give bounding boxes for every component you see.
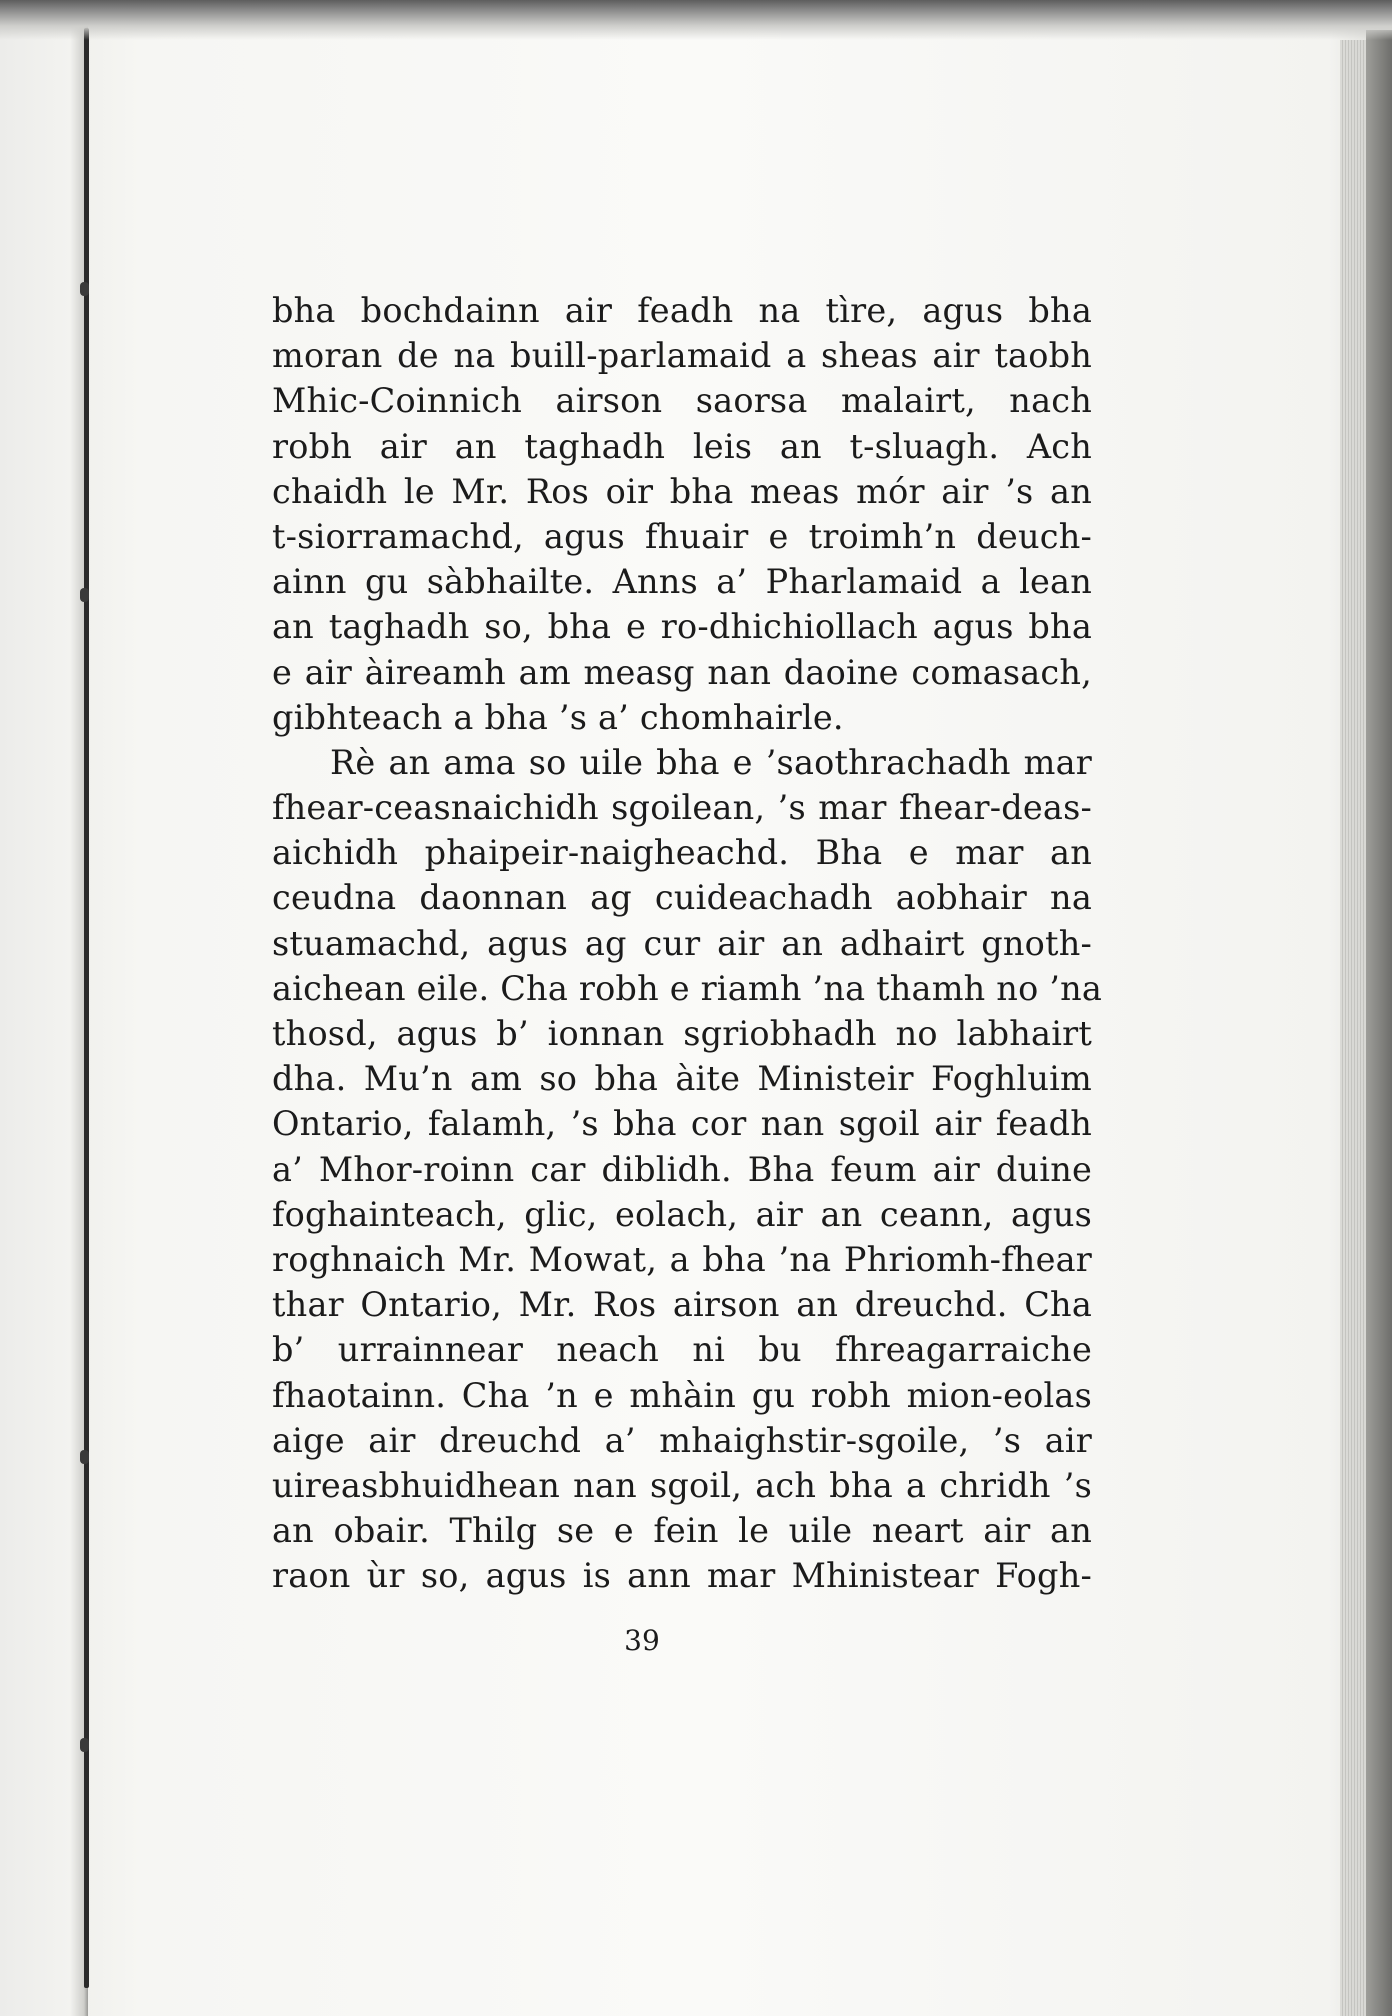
text-line: an obair. Thilg se e fein le uile neart air an [272, 1511, 1092, 1551]
text-line: thar Ontario, Mr. Ros airson an dreuchd. Cha [272, 1285, 1092, 1325]
text-line: robh air an taghadh leis an t-sluagh. Ach [272, 426, 1092, 466]
text-line: aichean eile. Cha robh e riamh ’na thamh no ’na [272, 968, 1103, 1008]
book-gutter [84, 28, 89, 1988]
text-line: chaidh le Mr. Ros oir bha meas mór air ’s an [272, 471, 1092, 511]
text-line: fhear-ceasnaichidh sgoilean, ’s mar fhear-deas- [272, 788, 1092, 828]
text-line: Rè an ama so uile bha e ’saothrachadh mar [330, 742, 1092, 782]
facing-page-edge [0, 0, 88, 2016]
text-line: bha bochdainn air feadh na tìre, agus bha [272, 291, 1092, 330]
page-number: 39 [624, 1624, 660, 1657]
text-line: foghainteach, glic, eolach, air an ceann, agus [272, 1194, 1092, 1234]
text-line: uireasbhuidhean nan sgoil, ach bha a chridh ’s [272, 1465, 1092, 1505]
text-line: stuamachd, agus ag cur air an adhairt gnoth- [272, 923, 1092, 963]
text-line: b’ urrainnear neach ni bu fhreagarraiche [272, 1330, 1092, 1370]
body-text [272, 288, 1103, 1598]
text-line: aige air dreuchd a’ mhaighstir-sgoile, ’s air [272, 1420, 1092, 1460]
text-line: aichidh phaipeir-naigheachd. Bha e mar an [272, 833, 1092, 873]
text-line: roghnaich Mr. Mowat, a bha ’na Phriomh-fhear [272, 1239, 1092, 1279]
text-line: Ontario, falamh, ’s bha cor nan sgoil air feadh [272, 1104, 1092, 1144]
gutter-binding-mark [80, 282, 89, 296]
book-cover-edge [1366, 30, 1392, 2016]
text-line: Mhic-Coinnich airson saorsa malairt, nach [272, 381, 1092, 421]
text-line: fhaotainn. Cha ’n e mhàin gu robh mion-eolas [272, 1375, 1092, 1415]
text-line: gibhteach a bha ’s a’ chomhairle. [272, 697, 844, 737]
text-line: e air àireamh am measg nan daoine comasach, [272, 652, 1092, 692]
text-line: thosd, agus b’ ionnan sgriobhadh no labhairt [272, 1014, 1092, 1053]
text-line: raon ùr so, agus is ann mar Mhinistear Fogh- [272, 1556, 1092, 1596]
top-shadow [0, 0, 1392, 40]
gutter-binding-mark [80, 1738, 89, 1752]
text-line: a’ Mhor-roinn car diblidh. Bha feum air duine [272, 1149, 1092, 1189]
text-line: ceudna daonnan ag cuideachadh aobhair na [272, 878, 1092, 918]
text-line: an taghadh so, bha e ro-dhichiollach agus bha [272, 607, 1092, 647]
text-line: moran de na buill-parlamaid a sheas air taobh [272, 336, 1092, 376]
text-line: dha. Mu’n am so bha àite Ministeir Foghluim [272, 1059, 1092, 1099]
text-line: t-siorramachd, agus fhuair e troimh’n deuch- [272, 516, 1092, 556]
text-line: ainn gu sàbhailte. Anns a’ Pharlamaid a lean [272, 562, 1092, 602]
gutter-binding-mark [80, 588, 89, 602]
gutter-binding-mark [80, 1450, 89, 1464]
